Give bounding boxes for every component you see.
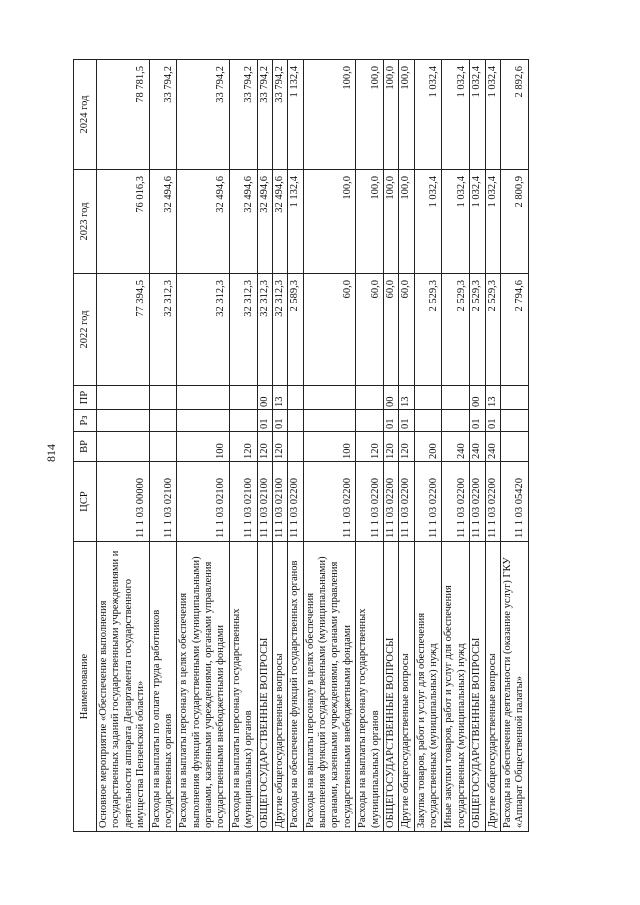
value-2024-cell: 33 794,2	[149, 60, 177, 170]
csr-cell: 11 1 03 02100	[272, 462, 287, 542]
value-2023-cell: 100,0	[303, 170, 356, 274]
csr-cell: 11 1 03 02100	[177, 462, 230, 542]
rz-cell: 01	[470, 410, 485, 432]
pr-cell	[288, 386, 303, 410]
value-2024-cell: 100,0	[356, 60, 384, 170]
vr-cell: 240	[470, 432, 485, 462]
table-row	[97, 60, 150, 832]
rz-cell	[442, 410, 470, 432]
value-2024-cell: 33 794,2	[229, 60, 257, 170]
value-2024-cell: 1 032,4	[442, 60, 470, 170]
value-2023-cell: 2 800,9	[500, 170, 528, 274]
value-2024-cell: 33 794,2	[257, 60, 272, 170]
rz-cell	[177, 410, 230, 432]
pr-cell	[177, 386, 230, 410]
csr-cell: 11 1 03 02200	[485, 462, 500, 542]
vr-cell: 100	[177, 432, 230, 462]
table-row	[257, 60, 272, 832]
csr-cell: 11 1 03 05420	[500, 462, 528, 542]
value-2022-cell: 77 394,5	[97, 274, 150, 386]
vr-cell: 120	[272, 432, 287, 462]
vr-cell	[500, 432, 528, 462]
pr-cell: 13	[272, 386, 287, 410]
pr-cell: 00	[383, 386, 398, 410]
value-2022-cell: 60,0	[399, 274, 414, 386]
vr-cell: 100	[303, 432, 356, 462]
rz-cell	[414, 410, 442, 432]
vr-cell: 200	[414, 432, 442, 462]
csr-cell: 11 1 03 00000	[97, 462, 150, 542]
name-cell: Расходы на выплаты персоналу государственных (муниципальных) органов	[356, 542, 384, 832]
value-2023-cell: 100,0	[383, 170, 398, 274]
rz-cell: 01	[399, 410, 414, 432]
csr-cell: 11 1 03 02200	[288, 462, 303, 542]
table-row	[177, 60, 230, 832]
csr-cell: 11 1 03 02200	[303, 462, 356, 542]
csr-cell: 11 1 03 02100	[229, 462, 257, 542]
vr-cell	[149, 432, 177, 462]
pr-cell	[414, 386, 442, 410]
pr-cell: 00	[470, 386, 485, 410]
name-cell: Другие общегосударственные вопросы	[485, 542, 500, 832]
value-2023-cell: 32 494,6	[257, 170, 272, 274]
value-2022-cell: 2 529,3	[442, 274, 470, 386]
table-row	[442, 60, 470, 832]
value-2022-cell: 32 312,3	[149, 274, 177, 386]
value-2024-cell: 1 032,4	[414, 60, 442, 170]
value-2024-cell: 33 794,2	[177, 60, 230, 170]
rz-cell	[97, 410, 150, 432]
table-row	[149, 60, 177, 832]
page-number: 814	[44, 444, 58, 462]
name-cell: ОБЩЕГОСУДАРСТВЕННЫЕ ВОПРОСЫ	[257, 542, 272, 832]
value-2023-cell: 32 494,6	[149, 170, 177, 274]
table-row	[288, 60, 303, 832]
vr-cell: 240	[442, 432, 470, 462]
pr-cell: 00	[257, 386, 272, 410]
table-row	[229, 60, 257, 832]
value-2022-cell: 60,0	[383, 274, 398, 386]
pr-cell	[500, 386, 528, 410]
value-2023-cell: 100,0	[399, 170, 414, 274]
pr-cell	[356, 386, 384, 410]
table-row	[485, 60, 500, 832]
rz-cell: 01	[257, 410, 272, 432]
value-2024-cell: 2 892,6	[500, 60, 528, 170]
rz-cell	[356, 410, 384, 432]
table-row	[470, 60, 485, 832]
value-2023-cell: 32 494,6	[177, 170, 230, 274]
vr-cell: 240	[485, 432, 500, 462]
name-cell: Другие общегосударственные вопросы	[399, 542, 414, 832]
csr-cell: 11 1 03 02100	[149, 462, 177, 542]
value-2022-cell: 2 529,3	[414, 274, 442, 386]
table-header-row	[74, 60, 97, 832]
table-row	[383, 60, 398, 832]
budget-table	[73, 59, 529, 832]
value-2022-cell: 32 312,3	[272, 274, 287, 386]
rz-cell	[229, 410, 257, 432]
csr-cell: 11 1 03 02200	[399, 462, 414, 542]
value-2023-cell: 1 032,4	[485, 170, 500, 274]
value-2022-cell: 60,0	[356, 274, 384, 386]
rz-cell	[303, 410, 356, 432]
rz-cell	[149, 410, 177, 432]
pr-cell	[97, 386, 150, 410]
rz-cell	[500, 410, 528, 432]
vr-cell	[288, 432, 303, 462]
name-cell: Основное мероприятие «Обеспечение выполнения государственных заданий государственными учреждениями и деятельности аппарата Департамента государственного имущества Пензенской области»	[97, 542, 150, 832]
rz-cell: 01	[272, 410, 287, 432]
table-row	[500, 60, 528, 832]
value-2022-cell: 60,0	[303, 274, 356, 386]
name-cell: Иные закупки товаров, работ и услуг для обеспечения государственных (муниципальных) нужд	[442, 542, 470, 832]
csr-cell: 11 1 03 02200	[442, 462, 470, 542]
value-2024-cell: 78 781,5	[97, 60, 150, 170]
value-2023-cell: 100,0	[356, 170, 384, 274]
table-row	[414, 60, 442, 832]
value-2023-cell: 1 032,4	[414, 170, 442, 274]
vr-cell: 120	[356, 432, 384, 462]
pr-cell	[442, 386, 470, 410]
value-2024-cell: 100,0	[303, 60, 356, 170]
name-cell: Расходы на выплаты персоналу государственных (муниципальных) органов	[229, 542, 257, 832]
header-name: Наименование	[74, 542, 97, 832]
value-2024-cell: 1 032,4	[470, 60, 485, 170]
table-body	[97, 60, 529, 832]
table-row	[399, 60, 414, 832]
pr-cell	[229, 386, 257, 410]
value-2023-cell: 1 032,4	[442, 170, 470, 274]
value-2024-cell: 33 794,2	[272, 60, 287, 170]
rz-cell: 01	[485, 410, 500, 432]
vr-cell: 120	[257, 432, 272, 462]
header-vr: ВР	[74, 432, 97, 462]
rotated-page-content	[73, 60, 571, 832]
header-2022: 2022 год	[74, 274, 97, 386]
value-2023-cell: 76 016,3	[97, 170, 150, 274]
value-2024-cell: 1 132,4	[288, 60, 303, 170]
header-pr: ПР	[74, 386, 97, 410]
name-cell: Расходы на обеспечение деятельности (оказание услуг) ГКУ «Аппарат Общественной палаты»	[500, 542, 528, 832]
value-2023-cell: 1 132,4	[288, 170, 303, 274]
value-2024-cell: 1 032,4	[485, 60, 500, 170]
value-2022-cell: 2 529,3	[485, 274, 500, 386]
table-row	[303, 60, 356, 832]
csr-cell: 11 1 03 02200	[470, 462, 485, 542]
vr-cell: 120	[383, 432, 398, 462]
value-2022-cell: 32 312,3	[177, 274, 230, 386]
name-cell: ОБЩЕГОСУДАРСТВЕННЫЕ ВОПРОСЫ	[383, 542, 398, 832]
csr-cell: 11 1 03 02200	[356, 462, 384, 542]
value-2022-cell: 2 794,6	[500, 274, 528, 386]
value-2022-cell: 32 312,3	[257, 274, 272, 386]
name-cell: Расходы на выплаты по оплате труда работников государственных органов	[149, 542, 177, 832]
value-2022-cell: 2 589,3	[288, 274, 303, 386]
value-2024-cell: 100,0	[399, 60, 414, 170]
pr-cell: 13	[399, 386, 414, 410]
header-2024: 2024 год	[74, 60, 97, 170]
vr-cell: 120	[399, 432, 414, 462]
value-2022-cell: 32 312,3	[229, 274, 257, 386]
value-2023-cell: 1 032,4	[470, 170, 485, 274]
pr-cell	[303, 386, 356, 410]
value-2024-cell: 100,0	[383, 60, 398, 170]
name-cell: Расходы на выплаты персоналу в целях обеспечения выполнения функций государственными (муниципальными) органами, казенными учреждениями, органами управления государственными внебюджетными фондами	[177, 542, 230, 832]
vr-cell: 120	[229, 432, 257, 462]
table-row	[356, 60, 384, 832]
csr-cell: 11 1 03 02200	[414, 462, 442, 542]
pr-cell	[149, 386, 177, 410]
csr-cell: 11 1 03 02200	[383, 462, 398, 542]
value-2023-cell: 32 494,6	[272, 170, 287, 274]
value-2023-cell: 32 494,6	[229, 170, 257, 274]
header-2023: 2023 год	[74, 170, 97, 274]
table-row	[272, 60, 287, 832]
value-2022-cell: 2 529,3	[470, 274, 485, 386]
name-cell: ОБЩЕГОСУДАРСТВЕННЫЕ ВОПРОСЫ	[470, 542, 485, 832]
name-cell: Другие общегосударственные вопросы	[272, 542, 287, 832]
name-cell: Расходы на обеспечение функций государственных органов	[288, 542, 303, 832]
header-csr: ЦСР	[74, 462, 97, 542]
header-rz: Рз	[74, 410, 97, 432]
vr-cell	[97, 432, 150, 462]
name-cell: Закупка товаров, работ и услуг для обеспечения государственных (муниципальных) нужд	[414, 542, 442, 832]
csr-cell: 11 1 03 02100	[257, 462, 272, 542]
pr-cell: 13	[485, 386, 500, 410]
rz-cell: 01	[383, 410, 398, 432]
name-cell: Расходы на выплаты персоналу в целях обеспечения выполнения функций государственными (муниципальными) органами, казенными учреждениями, органами управления государственными внебюджетными фондами	[303, 542, 356, 832]
rz-cell	[288, 410, 303, 432]
